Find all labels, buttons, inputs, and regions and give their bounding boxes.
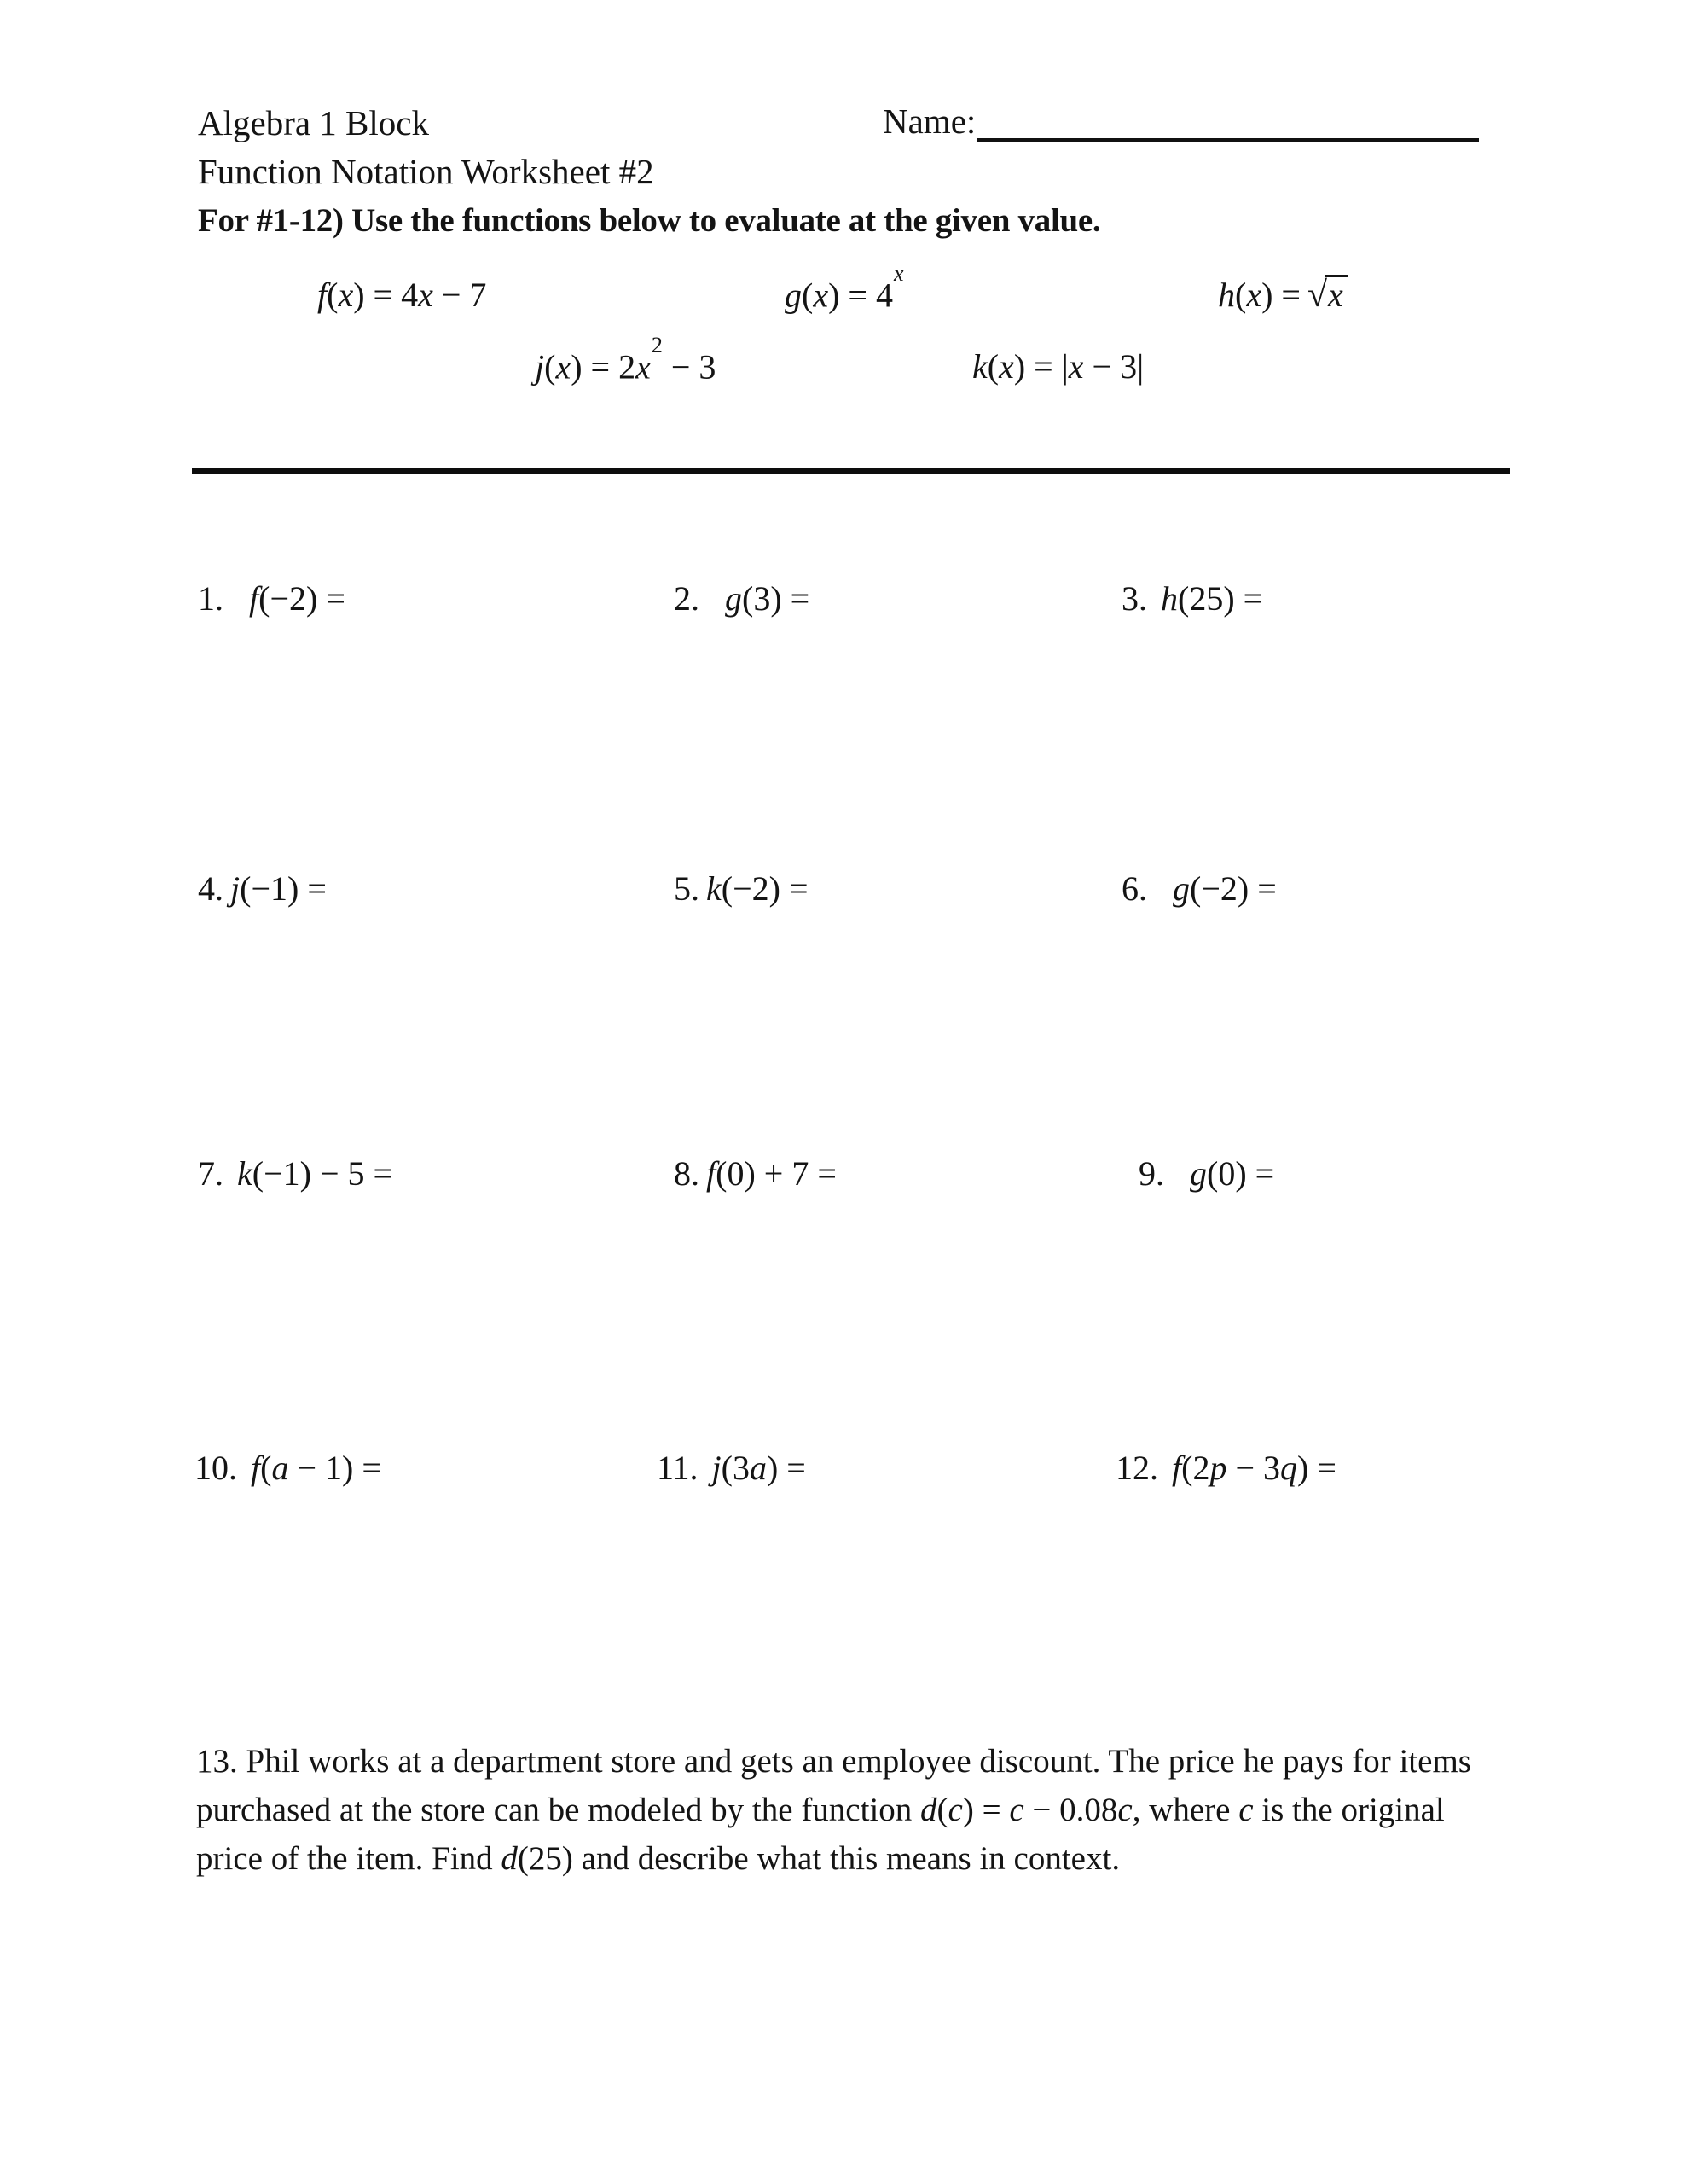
problem-number: 4. — [198, 869, 223, 908]
problem-number: 7. — [198, 1154, 223, 1193]
problem-13-text: is the original price of the item. Find — [196, 1792, 1445, 1877]
function-h-radicand: x — [1325, 275, 1348, 313]
problem-1 — [198, 578, 345, 619]
problem-expression: k(−2) = — [706, 869, 809, 908]
function-def-g — [785, 261, 904, 315]
problem-9 — [1139, 1153, 1274, 1194]
problem-4 — [198, 868, 327, 909]
problem-expression: j(3a) = — [711, 1449, 806, 1487]
problem-expression: h(25) = — [1161, 579, 1263, 618]
problem-13-text: , where — [1132, 1792, 1239, 1828]
problem-number: 11. — [657, 1449, 699, 1487]
name-label: Name: — [883, 102, 977, 141]
problem-number: 3. — [1122, 579, 1147, 618]
name-row — [883, 101, 1479, 142]
name-blank-line — [977, 101, 1479, 142]
problem-13-variable: c — [1238, 1792, 1254, 1828]
problem-number: 8. — [674, 1154, 699, 1193]
problem-expression: f(a − 1) = — [251, 1449, 381, 1487]
problem-expression: g(3) = — [725, 579, 810, 618]
problem-expression: f(0) + 7 = — [706, 1154, 837, 1193]
function-h-prefix: h(x) = — [1218, 276, 1301, 314]
function-def-h — [1218, 275, 1348, 316]
problem-number: 9. — [1139, 1154, 1164, 1193]
function-j-exponent: 2 — [651, 333, 663, 357]
problem-expression: j(−1) = — [230, 869, 327, 908]
function-def-j — [535, 333, 716, 386]
problem-11 — [657, 1448, 806, 1488]
function-g-exponent: x — [893, 261, 904, 286]
problem-number: 10. — [194, 1449, 237, 1487]
problem-expression: k(−1) − 5 = — [237, 1154, 393, 1193]
problem-2 — [674, 578, 809, 619]
problem-13-evaluation: d(25) — [501, 1840, 573, 1877]
problem-number: 1. — [198, 579, 223, 618]
radical-sign: √ — [1307, 276, 1328, 315]
problem-expression: g(−2) = — [1173, 869, 1277, 908]
problem-expression: g(0) = — [1190, 1154, 1275, 1193]
problem-6 — [1122, 868, 1277, 909]
section-divider — [192, 468, 1510, 474]
problem-13-text: 13. Phil works at a department store and gets an employee discount. The price he pays for items purchased at the store can be modeled by the function — [196, 1743, 1471, 1828]
problem-number: 2. — [674, 579, 699, 618]
problem-3 — [1122, 578, 1262, 619]
problem-12 — [1116, 1448, 1336, 1488]
problem-number: 6. — [1122, 869, 1147, 908]
problem-expression: f(2p − 3q) = — [1172, 1449, 1336, 1487]
course-title: Algebra 1 Block — [198, 103, 429, 142]
problem-number: 5. — [674, 869, 699, 908]
function-g-base: g(x) = 4 — [785, 276, 893, 315]
instructions-line: For #1-12) Use the functions below to evaluate at the given value. — [198, 202, 1101, 239]
problem-10 — [194, 1448, 381, 1488]
problem-13 — [196, 1737, 1497, 1883]
function-j-base: j(x) = 2x — [535, 347, 651, 386]
problem-8 — [674, 1153, 837, 1194]
function-def-k: k(x) = |x − 3| — [972, 347, 1145, 386]
worksheet-title: Function Notation Worksheet #2 — [198, 152, 654, 191]
function-j-suffix: − 3 — [662, 347, 716, 386]
problem-7 — [198, 1153, 392, 1194]
problem-5 — [674, 868, 809, 909]
problem-13-formula: d(c) = c − 0.08c — [920, 1792, 1133, 1828]
problem-13-text: and describe what this means in context. — [572, 1840, 1121, 1877]
problem-number: 12. — [1116, 1449, 1158, 1487]
problem-expression: f(−2) = — [249, 579, 345, 618]
function-def-f: f(x) = 4x − 7 — [317, 276, 487, 314]
